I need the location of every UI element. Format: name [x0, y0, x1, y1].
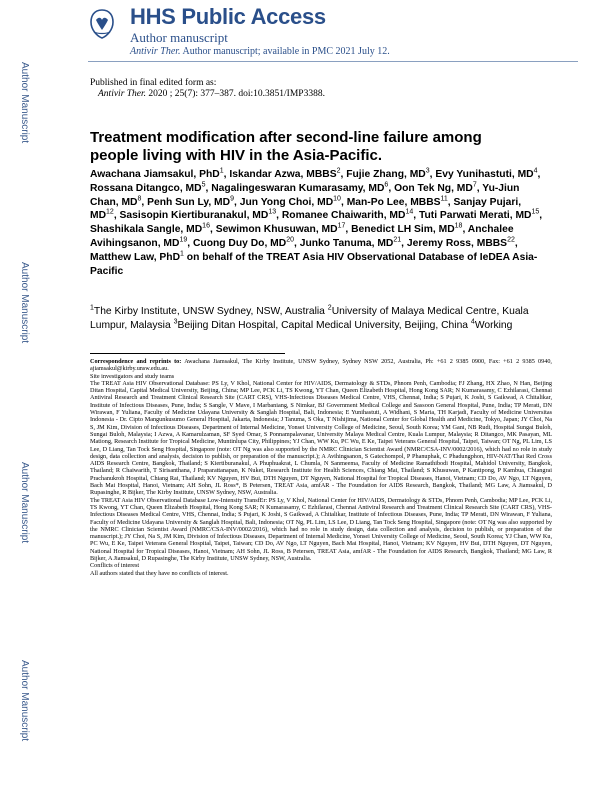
author-affil-number: 5 [201, 181, 206, 189]
author-name: Rossana Ditangco, MD [90, 182, 202, 194]
hhs-logo-icon [88, 8, 116, 40]
affiliation-text: University of Malaya Medical Centre, Kuala Lumpur, Malaysia [90, 306, 529, 331]
author-name: Cuong Duy Do, MD [192, 237, 287, 249]
author-name: Junko Tanuma, MD [299, 237, 394, 249]
affiliations [90, 305, 550, 333]
header-rule [88, 61, 578, 62]
author-name: Jeremy Ross, MBBS [406, 237, 508, 249]
sidebar-label: Author Manuscript [19, 262, 30, 344]
author-affil-number: 6 [384, 181, 389, 189]
author-affil-number: 3 [425, 167, 430, 175]
author-name: Sasisopin Kiertiburanakul, MD [119, 210, 269, 222]
author-affil-number: 7 [472, 181, 477, 189]
sidebar-label: Author Manuscript [19, 462, 30, 544]
author-affil-number: 16 [202, 222, 210, 230]
affiliation-number: 2 [327, 304, 332, 312]
author-manuscript-label: Author manuscript [130, 30, 228, 45]
author-affil-number: 11 [440, 195, 448, 203]
footnote-rule [90, 353, 285, 354]
header-citation: Antivir Ther. Author manuscript; available in PMC 2021 July 12. [130, 46, 390, 57]
investigators-para-1: The TREAT Asia HIV Observational Database: PS Ly, V Khol, National Center for HIV/AIDS, Dermatology & STDs, Phnom Penh, Cambodia; FJ Zhang, HX Zhao, N Han, Beijing Ditan Hospital, Capital Medical University, Beijing, China; MP Lee, PCK Li, TS Kwong, YT Chan, Queen Elizabeth Hospital, Hong Kong SAR; N Kumarasamy, C Ezhilarasi, Chennai Antiviral Research and Treatment Clinical Research Site (CART CRS), VHS-Infectious Diseases Medical Centre, VHS, Chennai, India; S Pujari, K Joshi, S Gaikwad, A Chitalikar, Institute of Infectious Diseases, Pune, India; S Sangle, V Mave, I Marbaniang, S Nimkar, BJ Government Medical College and Sassoon General Hospital, Pune, India; TP Merati, DN Wirawan, F Yuliana, Faculty of Medicine Udayana University & Sanglah Hospital, Bali, Indonesia; E Yunihastuti, A Widhani, S Maria, TH Karjadi, Faculty of Medicine Universitas Indonesia - Dr. Cipto Mangunkusumo General Hospital, Jakarta, Indonesia; J Tanuma, S Oka, T Nishijima, National Center for Global Health and Medicine, Tokyo, Japan; JY Choi, Na S, JM Kim, Division of Infectious Diseases, Department of Internal Medicine, Yonsei University College of Medicine, Seoul, South Korea; YM Gani, NB Rudi, Hospital Sungai Buloh, Sungai Buloh, Malaysia; I Azwa, A Kamarulzaman, SF Syed Omar, S Ponnampalavanar, University Malaya Medical Centre, Kuala Lumpur, Malaysia; R Ditangco, MK Pasayan, ML Mationg, Research Institute for Tropical Medicine, Muntinlupa City, Philippines; YJ Chan, WW Ku, PC Wu, E Ke, Taipei Veterans General Hospital, Taipei, Taiwan; OT Ng, PL Lim, LS Lee, D Liang, Tan Tock Seng Hospital, Singapore (note: OT Ng was also supported by the NMRC Clinician Scientist Award (NMRC/CSA-INV/0002/2016), which had no role in study design, data collection and analysis, decision to publish, or preparation of the manuscript.); A Avihingsanon, S Gatechompol, P Phanuphak, C Phadungphon, HIV-NAT/Thai Red Cross AIDS Research Centre, Bangkok, Thailand; S Kiertiburanakul, A Phuphuakrat, L Chumla, N Sanmeema, Faculty of Medicine Ramathibodi Hospital, Mahidol University, Bangkok, Thailand; R Chaiwarith, T Sirisanthana, J Praparattanapan, K Nuket, Research Institute for Health Sciences, Chiang Mai, Thailand; S Khusuwan, P Kantipong, P Kambua, Chiangrai Prachanukroh Hospital, Chiang Rai, Thailand; KV Nguyen, HV Bui, DTH Nguyen, DT Nguyen, National Hospital for Tropical Diseases, Hanoi, Vietnam; CD Do, AV Ngo, LT Nguyen, Bach Mai Hospital, Hanoi, Vietnam; AH Sohn, JL Ross*, B Petersen, TREAT Asia, amfAR - The Foundation for AIDS Research, Bangkok, Thailand; MG Law, A Jiamsakul, D Rupasinghe, R Bijker, The Kirby Institute, UNSW Sydney, NSW, Australia. [90, 379, 552, 497]
affiliation-number: 1 [90, 304, 94, 312]
author-name: Awachana Jiamsakul, PhD [90, 169, 220, 180]
author-affil-number: 2 [336, 167, 341, 175]
footnotes [90, 358, 552, 577]
author-list: Awachana Jiamsakul, PhD$^1$, Iskandar Azwa, MBBS$^2$, Fujie Zhang, $MD^3$, Evy Yunihastuti, $MD^4$, Rossana Ditangco, $MD^5$, Nagalingeswaran Kumarasamy, $MD^6$, Oon Tek Ng, $MD^7$, Yu-Jiun Chan, $MD^8$, Penh Sun Ly, $MD^9$, Jun Yong Choi, MD$^{10}$, Man-Po Lee, MBBS$^{11}$, Sanjay Pujari, MD$^{12}$, Sasisopin Kiertiburanakul, MD$^{13}$, Romanee Chaiwarith, MD$^{14}$, Tuti Parwati Merati, MD$^{15}$, Shashikala Sangle, MD$^{16}$, Sewimon Khusuwan, MD$^{17}$, Benedict LH Sim, MD$^{18}$, Anchalee Avihingsanon, MD$^{19}$, Cuong Duy Do, MD$^{20}$, Junko Tanuma, MD$^{21}$, Jeremy Ross, MBBS$^{22}$, Matthew Law, PhD$^1$ on behalf of the TREAT Asia HIV Observational Database of IeDEA Asia-Pacific [90, 167, 543, 277]
author-group: on behalf of the TREAT Asia HIV Observational Database of IeDEA Asia-Pacific [90, 251, 538, 277]
investigators-para-2: The TREAT Asia HIV Observational Database Low-Intensity TransfEr: PS Ly, V Khol, National Center for HIV/AIDS, Dermatology & STDs, Phnom Penh, Cambodia; MP Lee, PCK Li, TS Kwong, YT Chan, Queen Elizabeth Hospital, Hong Kong SAR; N Kumarasamy, C Ezhilarasi, Chennai Antiviral Research and Treatment Clinical Research Site (CART CRS), VHS-Infectious Diseases Medical Centre, VHS, Chennai, India; S Pujari, K Joshi, S Gaikwad, A Chitalikar, Institute of Infectious Diseases, Pune, India; TP Merati, DN Wirawan, F Yuliana, Faculty of Medicine Udayana University & Sanglah Hospital, Bali, Indonesia; OT Ng, PL Lim, LS Lee, D Liang, Tan Tock Seng Hospital, Singapore (note: OT Ng was also supported by the NMRC Clinician Scientist Award (NMRC/CSA-INV/0002/2016), which had no role in study design, data collection and analysis, decision to publish, or preparation of the manuscript.); JY Choi, Na S, JM Kim, Division of Infectious Diseases, Department of Internal Medicine, Yonsei University College of Medicine, Seoul, South Korea; YJ Chan, WW Ku, PC Wu, E Ke, Taipei Veterans General Hospital, Taipei, Taiwan; CD Do, AV Ngo, LT Nguyen, Bach Mai Hospital, Hanoi, Vietnam; KV Nguyen, HV Bui, DTH Nguyen, DT Nguyen, National Hospital for Tropical Diseases, Hanoi, Vietnam; AH Sohn, JL Ross, B Petersen, TREAT Asia, amfAR - The Foundation for AIDS Research, Bangkok, Thailand; MG Law, R Bijker, A Jiamsakul, D Rupasinghe, The Kirby Institute, UNSW Sydney, NSW, Australia. [90, 496, 552, 563]
author-affil-number: 1 [180, 250, 184, 258]
sidebar-label: Author Manuscript [19, 660, 30, 742]
published-label: Published in final edited form as: [90, 78, 217, 88]
author-name: Man-Po Lee, MBBS [346, 196, 441, 208]
author-name: Jun Yong Choi, MD [239, 196, 334, 208]
author-name: Evy Yunihastuti, MD [435, 169, 534, 180]
affiliation-text: Working [474, 319, 513, 331]
author-name: Matthew Law, PhD [90, 251, 181, 263]
author-affil-number: 12 [106, 208, 114, 216]
author-name: Fujie Zhang, MD [346, 169, 426, 180]
affiliation-number: 3 [173, 318, 178, 326]
author-affil-number: 19 [179, 236, 188, 244]
investigators-label: Site investigators and study teams [90, 372, 175, 380]
correspondence-note: Correspondence and reprints to: Awachana Jiamsakul, The Kirby Institute, UNSW Sydney, Sydney NSW 2052, Australia, Ph: +61 2 9385 0900, Fax: +61 2 9385 0940, ajiamsakul@kirby.unsw.edu.au. [90, 358, 552, 373]
author-affil-number: 21 [393, 236, 402, 244]
conflicts-text: All authors stated that they have no conflicts of interest. [90, 569, 229, 577]
author-affil-number: 15 [531, 208, 540, 216]
author-name: Tuti Parwati Merati, MD [418, 210, 532, 222]
affiliation-number: 4 [470, 318, 475, 326]
author-affil-number: 10 [333, 195, 341, 203]
author-name: Sanjay Pujari, MD [90, 196, 522, 222]
affiliation-text: Beijing Ditan Hospital, Capital Medical University, Beijing, China [177, 319, 469, 331]
author-name: Iskandar Azwa, MBBS [229, 169, 337, 180]
author-name: Romanee Chaiwarith, MD [281, 210, 406, 222]
author-affil-number: 8 [137, 195, 142, 203]
author-affil-number: 18 [454, 222, 463, 230]
author-name: Shashikala Sangle, MD [90, 224, 203, 236]
hhs-title: HHS Public Access [130, 4, 326, 29]
margin-sidebar [0, 0, 50, 776]
author-name: Benedict LH Sim, MD [351, 224, 455, 236]
author-affil-number: 22 [507, 236, 515, 244]
author-name: Penh Sun Ly, MD [147, 196, 231, 208]
article-title: Treatment modification after second-line failure among people living with HIV in the Asia-Pacific. [90, 129, 482, 164]
author-name: Nagalingeswaran Kumarasamy, MD [211, 182, 385, 194]
published-citation: Antivir Ther. 2020 ; 25(7): 377–387. doi:10.3851/IMP3388. [98, 89, 325, 99]
author-name: Yu-Jiun Chan, MD [90, 182, 520, 208]
author-affil-number: 20 [286, 236, 294, 244]
author-affil-number: 14 [405, 208, 414, 216]
conflicts-label: Conflicts of interest [90, 562, 140, 570]
affiliation-text: The Kirby Institute, UNSW Sydney, NSW, Australia [93, 306, 325, 317]
author-name: Oon Tek Ng, MD [394, 182, 473, 194]
author-affil-number: 17 [337, 222, 346, 230]
author-affil-number: 9 [230, 195, 234, 203]
author-name: Anchalee Avihingsanon, MD [90, 224, 514, 249]
author-name: Sewimon Khusuwan, MD [215, 224, 338, 236]
sidebar-label: Author Manuscript [19, 62, 30, 144]
author-affil-number: 4 [533, 167, 538, 175]
author-affil-number: 1 [219, 167, 224, 175]
author-affil-number: 13 [268, 208, 277, 216]
